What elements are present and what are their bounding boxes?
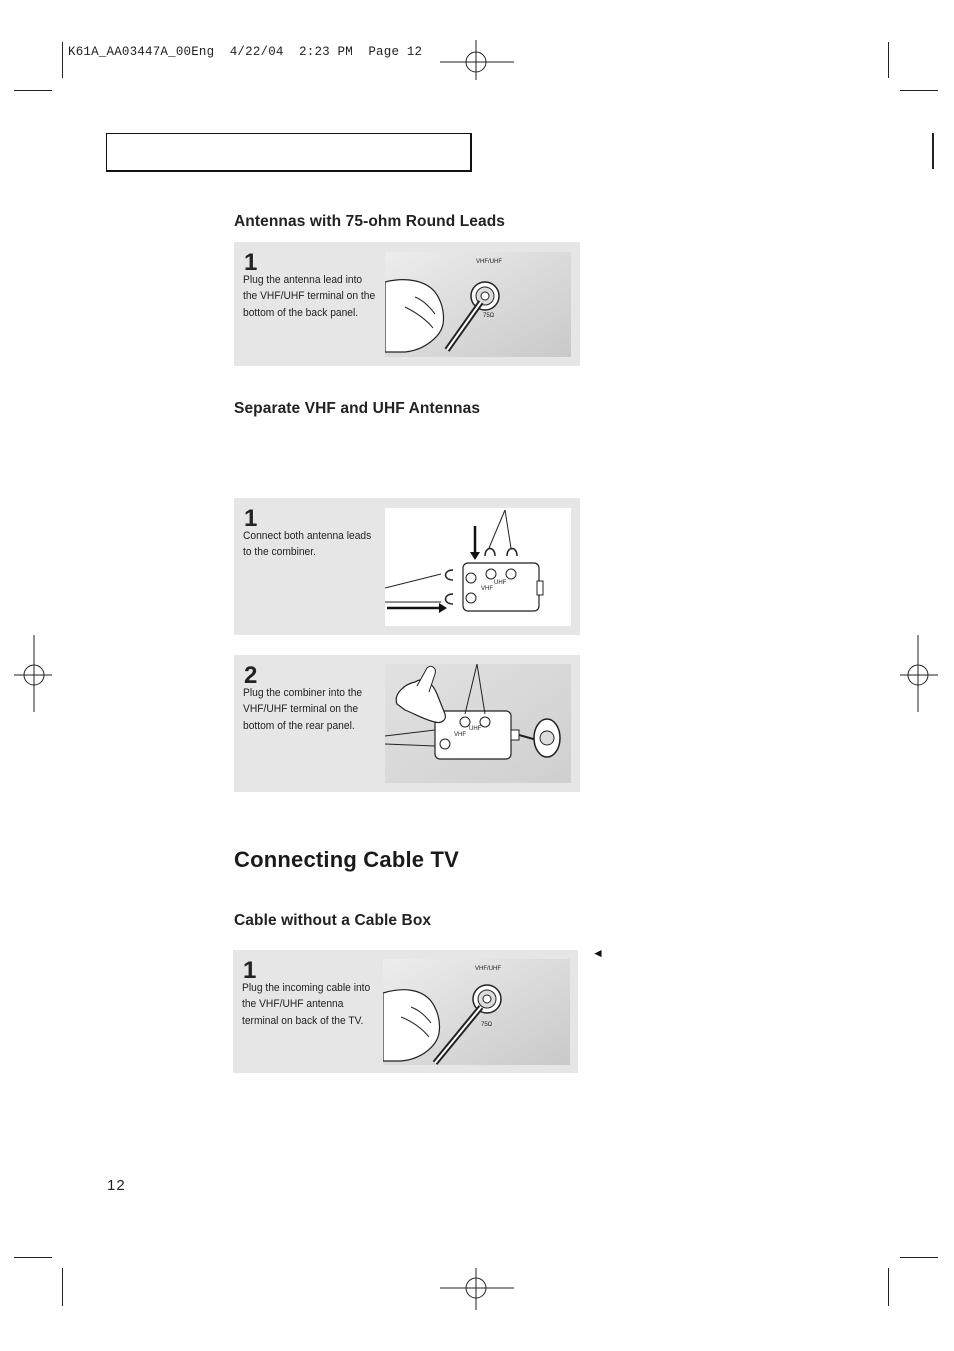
combiner-to-tv-illustration bbox=[385, 664, 571, 783]
illus-label-vhf-uhf: VHF/UHF bbox=[476, 259, 502, 265]
section-title-cable-tv: Connecting Cable TV bbox=[234, 847, 460, 872]
section-heading-antennas-75: Antennas with 75-ohm Round Leads bbox=[234, 213, 506, 230]
combiner-illustration bbox=[385, 508, 571, 626]
antenna-plug-illustration bbox=[385, 252, 571, 357]
step-number: 1 bbox=[243, 957, 257, 984]
cable-plug-illustration bbox=[383, 959, 570, 1065]
step-number: 1 bbox=[244, 505, 258, 532]
step-panel-antenna-1 bbox=[234, 242, 580, 366]
illus-label-vhf: VHF bbox=[454, 732, 466, 738]
step-number: 1 bbox=[244, 249, 258, 276]
section-heading-cable-no-box: Cable without a Cable Box bbox=[234, 912, 432, 929]
header-box bbox=[106, 133, 472, 172]
print-slug: K61A_AA03447A_00Eng 4/22/04 2:23 PM Page 12 bbox=[68, 45, 423, 59]
illus-label-vhf-uhf: VHF/UHF bbox=[475, 966, 501, 972]
illus-label-uhf: UHF bbox=[469, 726, 482, 732]
step-text: Plug the combiner into the VHF/UHF terminal on the bottom of the rear panel. bbox=[243, 687, 363, 732]
illus-label-uhf: UHF bbox=[494, 580, 507, 586]
step-text: Connect both antenna leads to the combiner. bbox=[243, 530, 372, 559]
illus-label-vhf: VHF bbox=[481, 586, 493, 592]
step-text: Plug the incoming cable into the VHF/UHF antenna terminal on back of the TV. bbox=[242, 982, 371, 1027]
step-panel-separate-2 bbox=[234, 655, 580, 792]
step-number: 2 bbox=[244, 662, 258, 689]
left-arrow-marker-icon: ◄ bbox=[592, 946, 604, 960]
illus-label-ohm: 75Ω bbox=[483, 313, 495, 319]
step-text: Plug the antenna lead into the VHF/UHF terminal on the bottom of the back panel. bbox=[243, 274, 376, 319]
step-panel-separate-1 bbox=[234, 498, 580, 635]
section-heading-separate: Separate VHF and UHF Antennas bbox=[234, 400, 481, 417]
illus-label-ohm: 75Ω bbox=[481, 1022, 493, 1028]
page-number: 12 bbox=[107, 1177, 126, 1194]
step-panel-cable-1 bbox=[233, 950, 578, 1073]
